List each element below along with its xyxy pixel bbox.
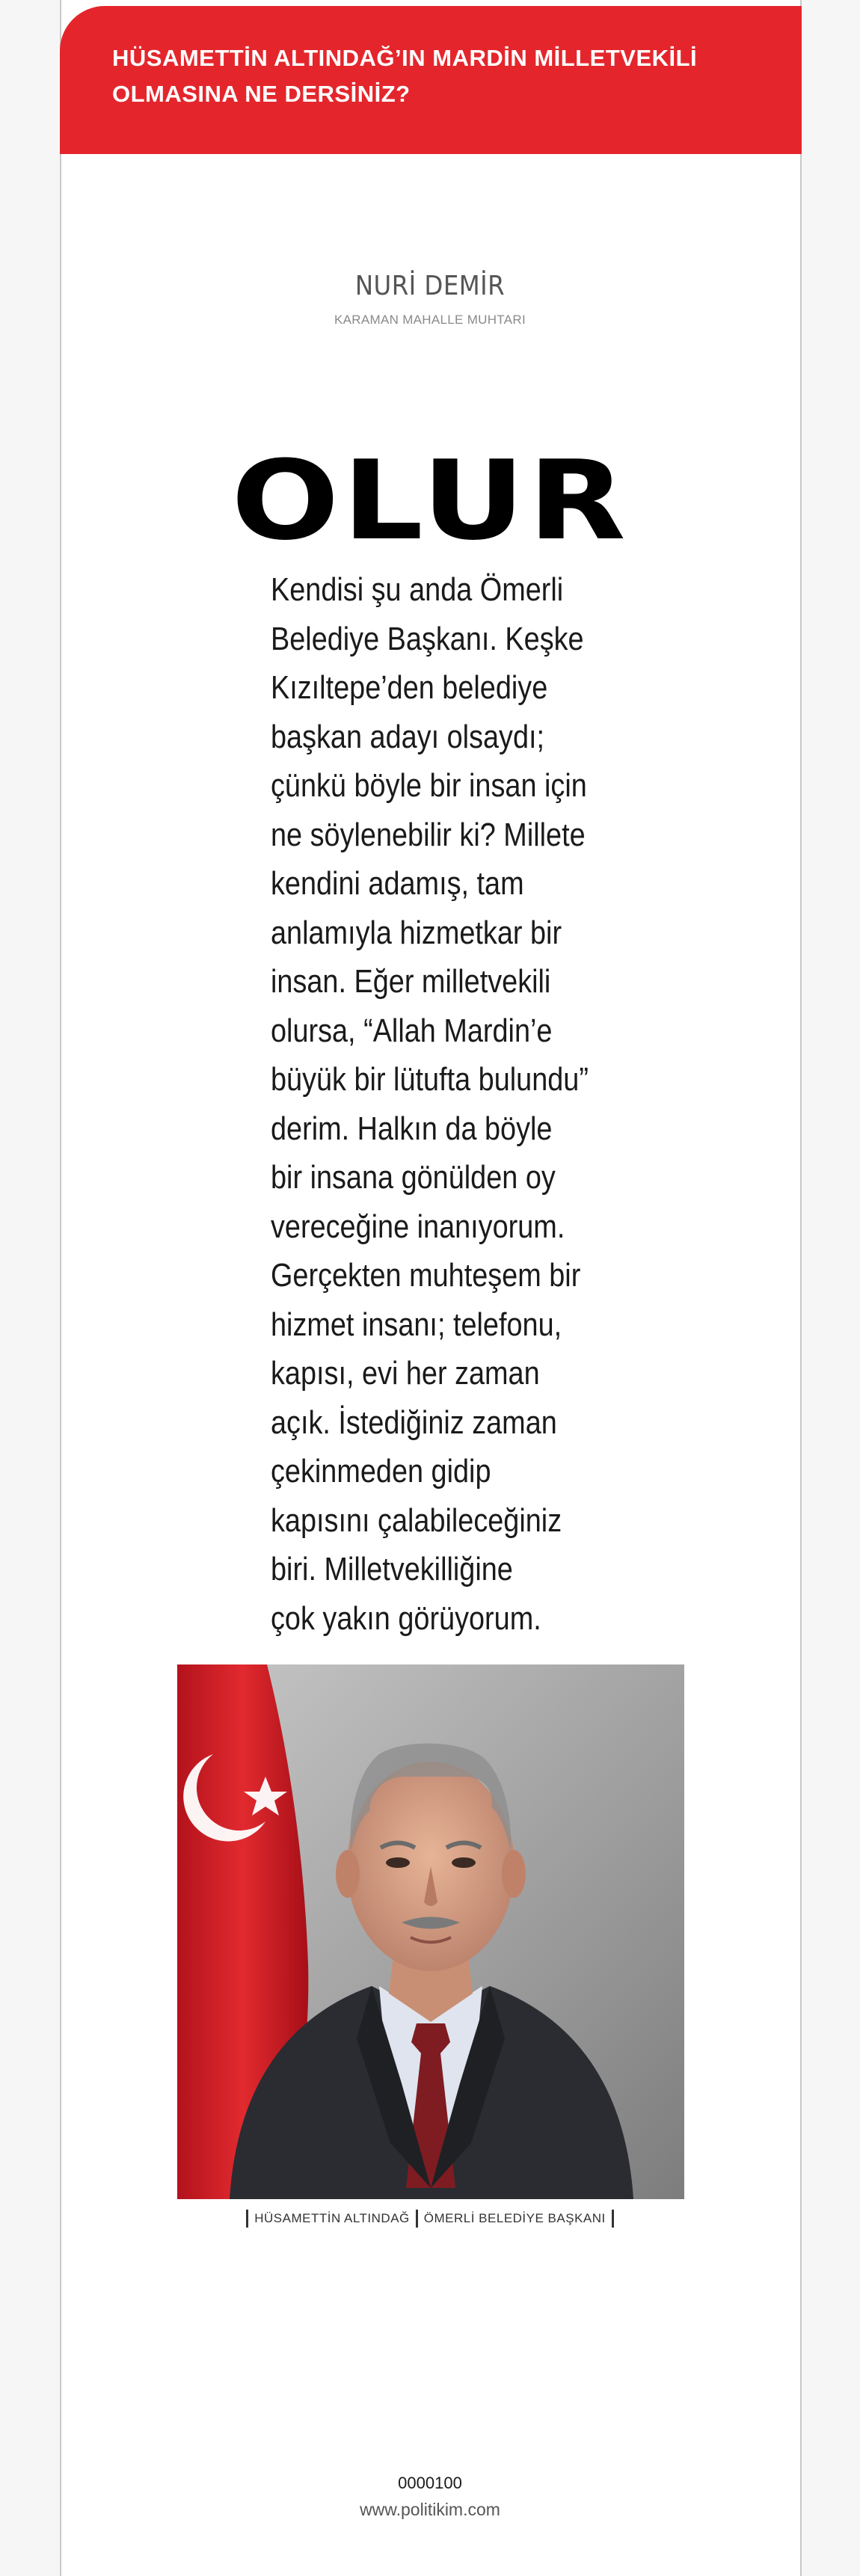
caption-divider (246, 2210, 248, 2228)
caption-title: ÖMERLİ BELEDİYE BAŞKANI (423, 2211, 606, 2225)
page-number: 0000100 (398, 2474, 462, 2492)
page-title: HÜSAMETTİN ALTINDAĞ’IN MARDİN MİLLETVEKİLİ OLMASINA NE DERSİNİZ? (112, 45, 698, 107)
author-name: NURİ DEMİR (354, 271, 506, 301)
caption-divider (612, 2210, 614, 2228)
caption-name: HÜSAMETTİN ALTINDAĞ (254, 2211, 410, 2225)
photo-caption (0, 2210, 860, 2228)
headline: OLUR (231, 437, 629, 565)
header-banner (60, 6, 802, 154)
caption-divider (416, 2210, 418, 2228)
website-link[interactable]: www.politikim.com (360, 2500, 500, 2519)
portrait-photo (177, 1664, 684, 2199)
author-role: KARAMAN MAHALLE MUHTARI (334, 313, 526, 327)
article-body: Kendisi şu anda Ömerli Belediye Başkanı. Keşke Kızıltepe’den belediye başkan adayı olsaydı; çünkü böyle bir insan için ne söylenebilir ki? Millete kendini adamış, tam anlamıyla hizmetkar bir insan. Eğer milletvekili olursa, “Allah Mardin’e büyük bir lütufta bulundu” derim. Halkın da böyle bir insana gönülden oy vereceğine inanıyorum. Gerçekten muhteşem bir hizmet insanı; telefonu, kapısı, evi her zaman açık. İstediğiniz zaman çekinmeden gidip kapısını çalabileceğiniz biri. Milletvekilliğine çok yakın görüyorum. (271, 571, 589, 1637)
